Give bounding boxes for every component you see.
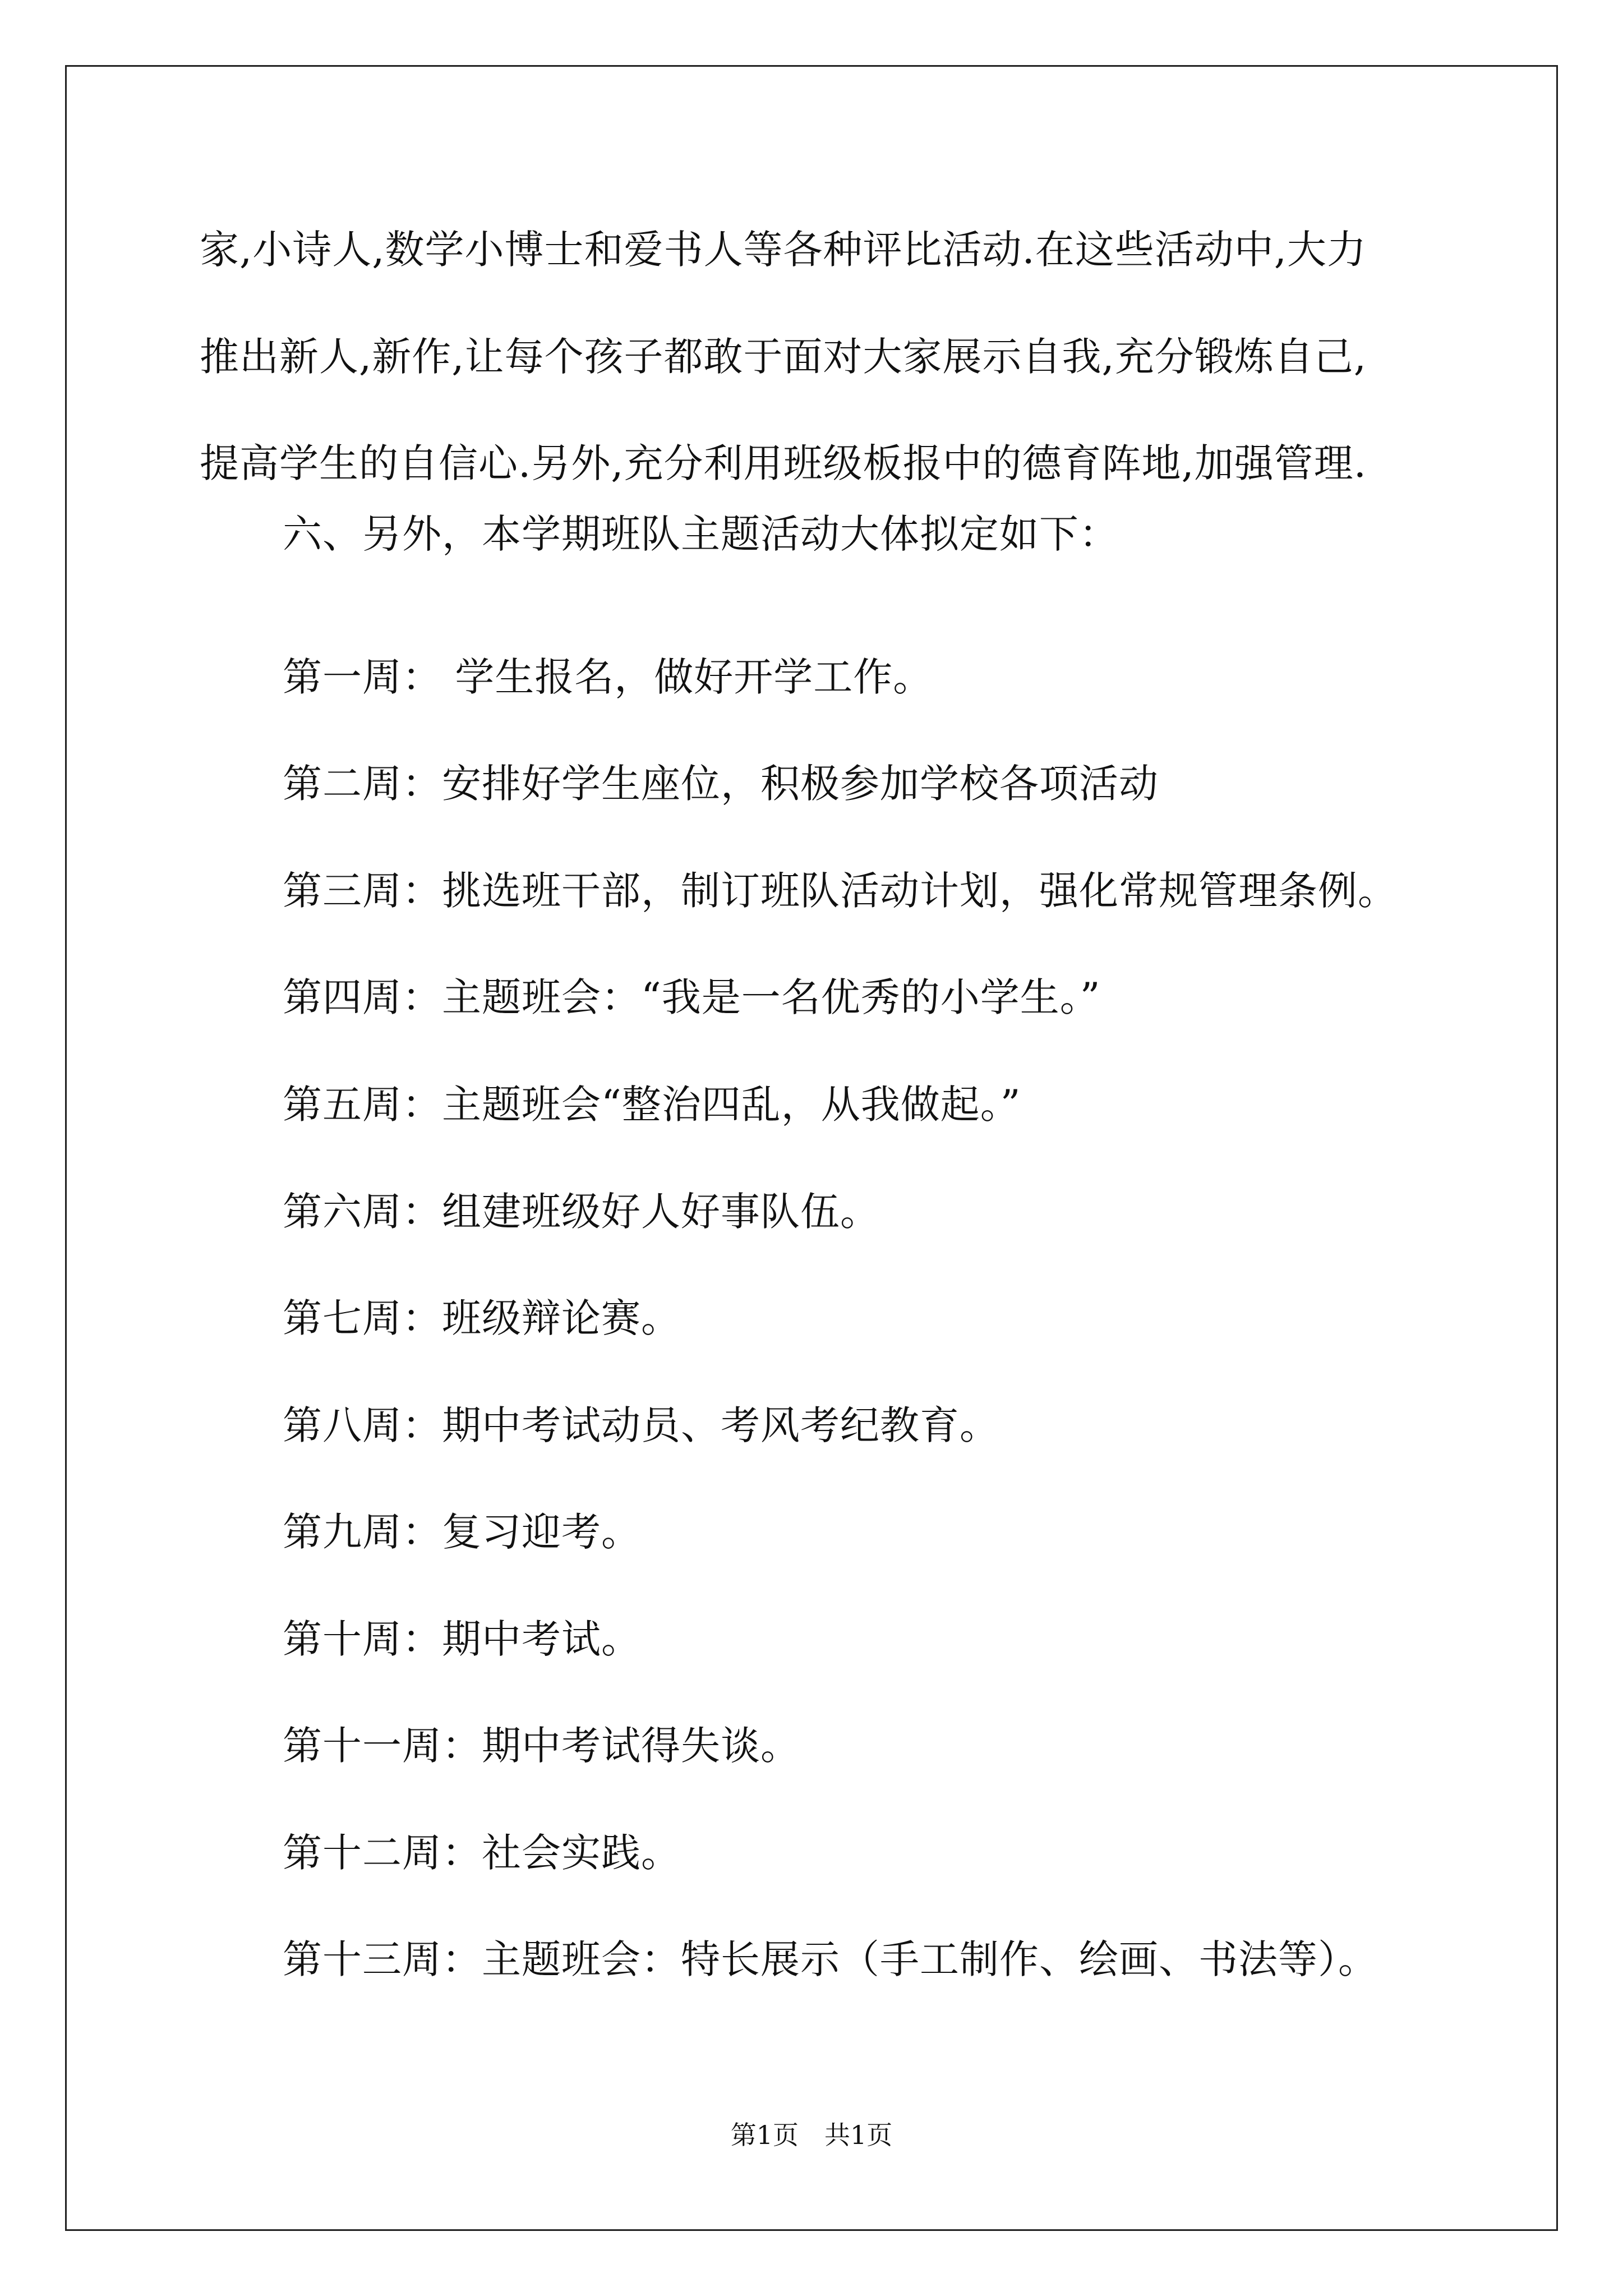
paragraph-line: 提高学生的自信心.另外,充分利用班级板报中的德育阵地,加强管理. bbox=[200, 440, 1367, 486]
schedule-item: 第九周：复习迎考。 bbox=[283, 1509, 641, 1555]
schedule-item: 第五周：主题班会“整治四乱，从我做起。” bbox=[283, 1082, 1021, 1128]
schedule-item: 第一周： 学生报名，做好开学工作。 bbox=[283, 654, 933, 700]
schedule-item: 第十二周：社会实践。 bbox=[283, 1830, 681, 1876]
schedule-item: 第二周：安排好学生座位，积极参加学校各项活动 bbox=[283, 761, 1159, 807]
schedule-item: 第六周：组建班级好人好事队伍。 bbox=[283, 1189, 880, 1235]
paragraph-line: 家,小诗人,数学小博士和爱书人等各种评比活动.在这些活动中,大力 bbox=[200, 227, 1367, 273]
schedule-item: 第三周：挑选班干部，制订班队活动计划，强化常规管理条例。 bbox=[283, 868, 1398, 914]
schedule-item: 第四周：主题班会：“我是一名优秀的小学生。” bbox=[283, 974, 1101, 1020]
schedule-item: 第十一周：期中考试得失谈。 bbox=[283, 1723, 800, 1769]
page-total: 共1页 bbox=[824, 2120, 893, 2150]
schedule-item: 第七周：班级辩论赛。 bbox=[283, 1295, 681, 1341]
page-footer bbox=[0, 2119, 1623, 2151]
page-border bbox=[65, 65, 1558, 2231]
schedule-item: 第八周：期中考试动员、考风考纪教育。 bbox=[283, 1402, 999, 1448]
schedule-item: 第十周：期中考试。 bbox=[283, 1616, 641, 1662]
paragraph-line: 推出新人,新作,让每个孩子都敢于面对大家展示自我,充分锻炼自己, bbox=[200, 334, 1367, 380]
schedule-item: 第十三周：主题班会：特长展示（手工制作、绘画、书法等）。 bbox=[283, 1936, 1378, 1982]
page-number: 第1页 bbox=[730, 2120, 799, 2150]
section-heading: 六、另外，本学期班队主题活动大体拟定如下： bbox=[283, 511, 1119, 557]
